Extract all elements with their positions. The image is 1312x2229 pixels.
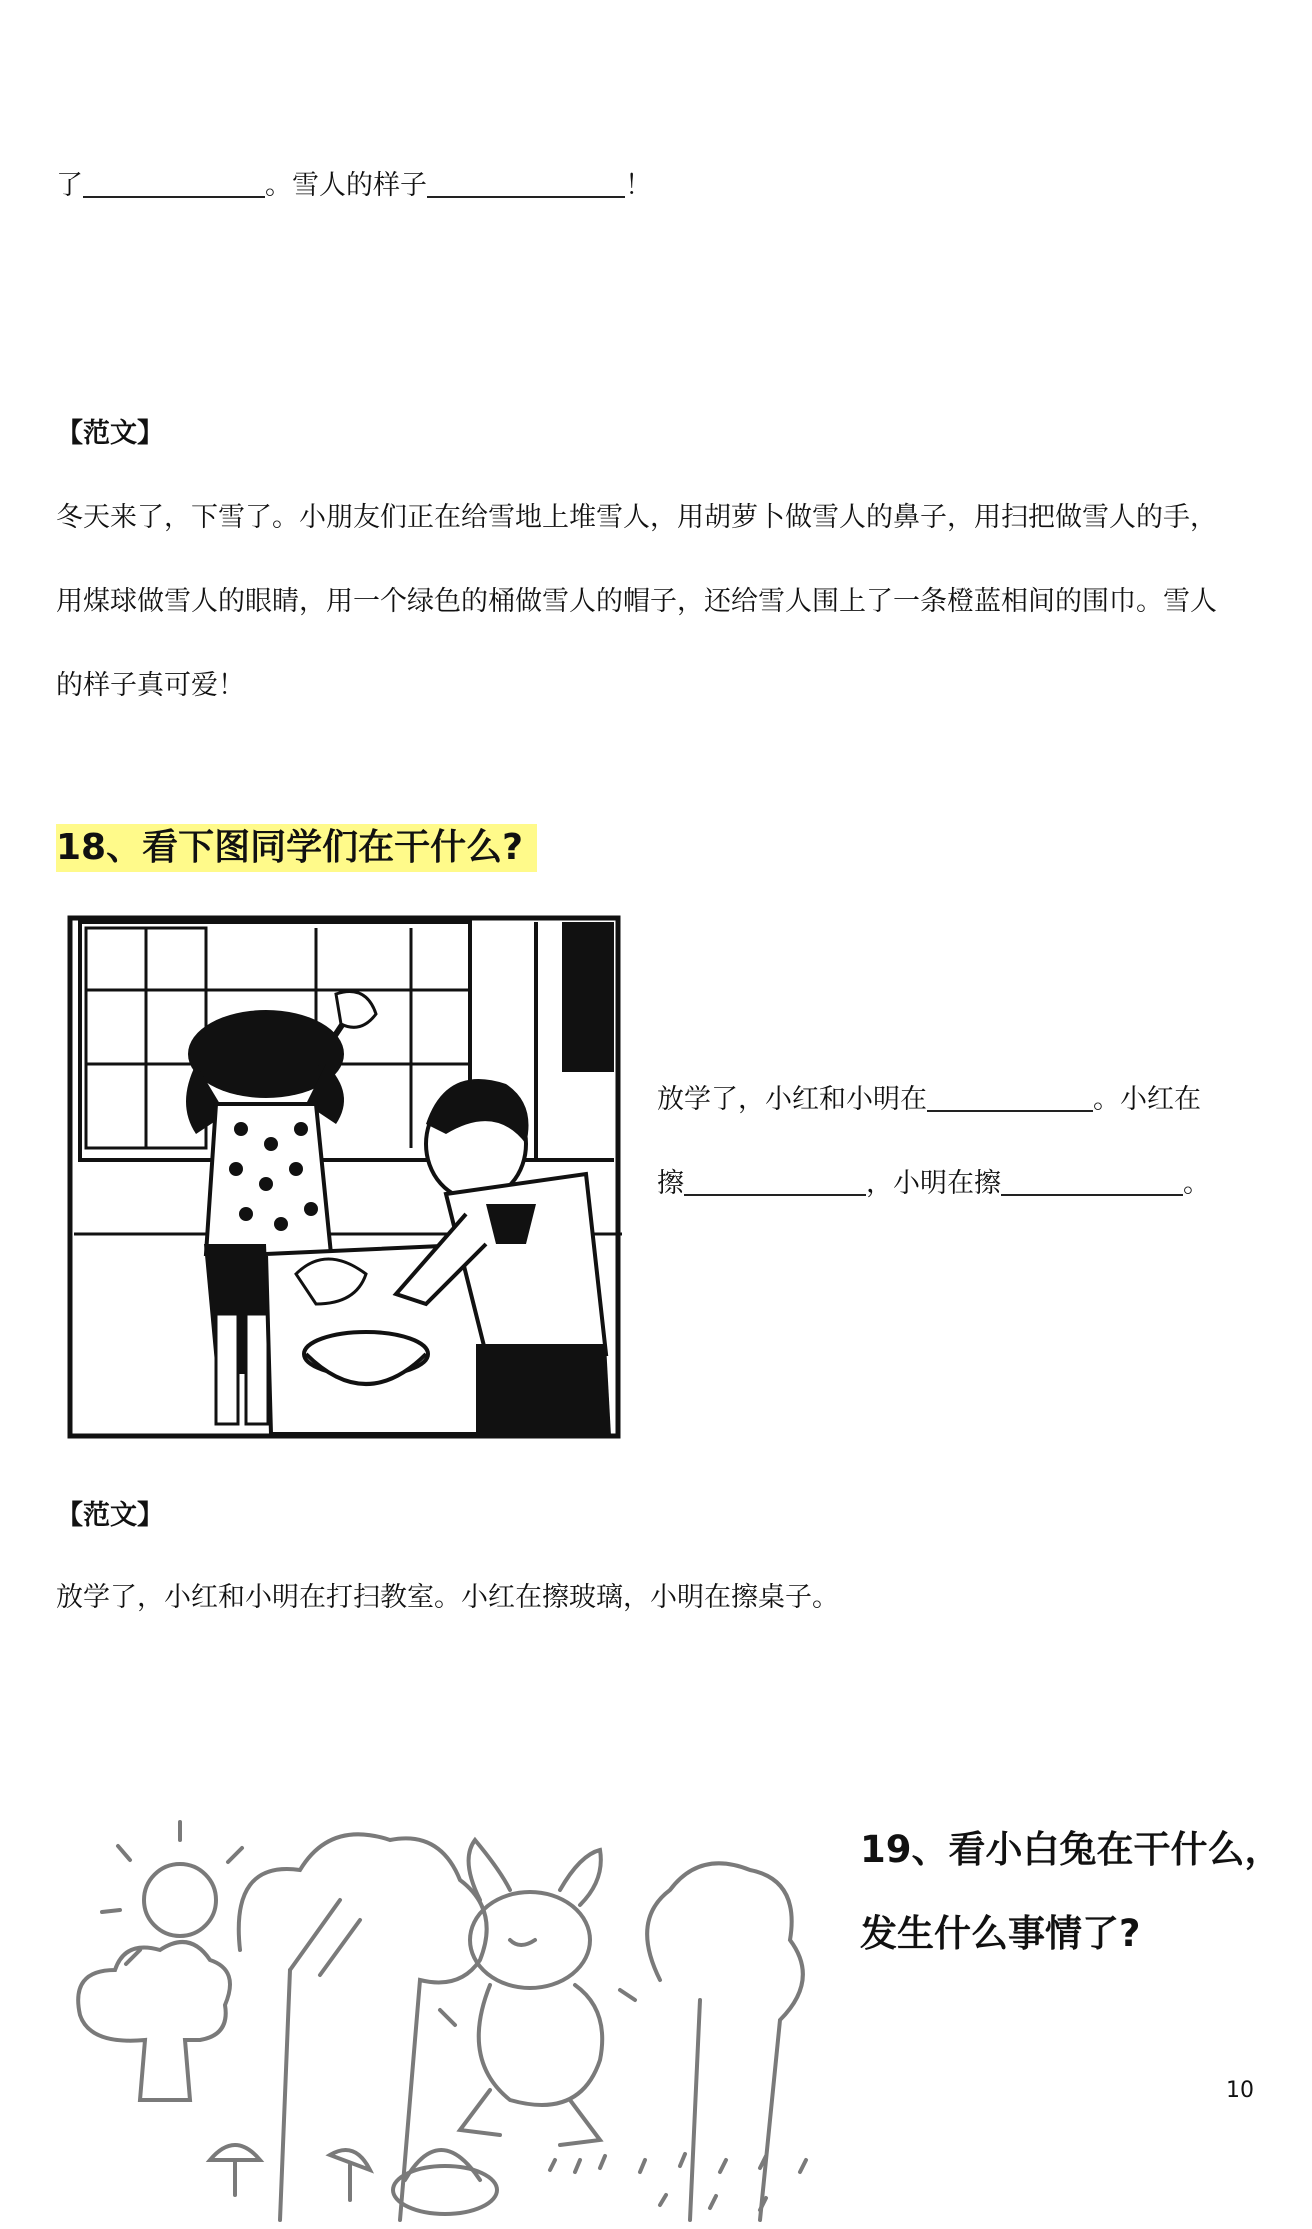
text-segment: 。 <box>1183 1168 1210 1199</box>
paragraph-line: 冬天来了，下雪了。小朋友们正在给雪地上堆雪人，用胡萝卜做雪人的鼻子，用扫把做雪人的手， <box>56 502 1217 533</box>
paragraph-line: 的样子真可爱！ <box>56 670 245 701</box>
text-segment: 放学了，小红和小明在 <box>657 1084 927 1115</box>
fill-in-line-q18-1 <box>657 1080 1201 1120</box>
text-segment: 。雪人的样子 <box>265 170 427 201</box>
example-heading: 【范文】 <box>56 418 164 449</box>
answer-blank[interactable] <box>83 174 265 198</box>
answer-blank[interactable] <box>427 174 625 198</box>
rabbit-in-forest-illustration <box>60 1800 840 2229</box>
text-segment: ，小明在擦 <box>866 1168 1001 1199</box>
question-19-title-line: 发生什么事情了? <box>860 1912 1141 1955</box>
text-segment: 了 <box>56 170 83 201</box>
fill-in-line-q18-2 <box>657 1164 1210 1204</box>
page-number: 10 <box>1226 2078 1254 2103</box>
example-paragraph <box>56 476 1261 728</box>
text-segment: 。小红在 <box>1093 1084 1201 1115</box>
text-segment: 擦 <box>657 1168 684 1199</box>
question-18-title: 18、看下图同学们在干什么? <box>56 824 537 872</box>
fill-in-line-top <box>56 166 652 206</box>
answer-blank[interactable] <box>684 1172 866 1196</box>
example-paragraph: 放学了，小红和小明在打扫教室。小红在擦玻璃，小明在擦桌子。 <box>56 1582 839 1613</box>
example-heading: 【范文】 <box>56 1500 164 1531</box>
answer-blank[interactable] <box>927 1088 1093 1112</box>
classroom-cleaning-illustration <box>66 914 622 1440</box>
answer-blank[interactable] <box>1001 1172 1183 1196</box>
question-19-title-line: 19、看小白兔在干什么， <box>860 1828 1282 1871</box>
paragraph-line: 用煤球做雪人的眼睛，用一个绿色的桶做雪人的帽子，还给雪人围上了一条橙蓝相间的围巾。雪人 <box>56 586 1217 617</box>
question-19-title <box>860 1808 1282 1976</box>
text-segment: ！ <box>625 170 652 201</box>
